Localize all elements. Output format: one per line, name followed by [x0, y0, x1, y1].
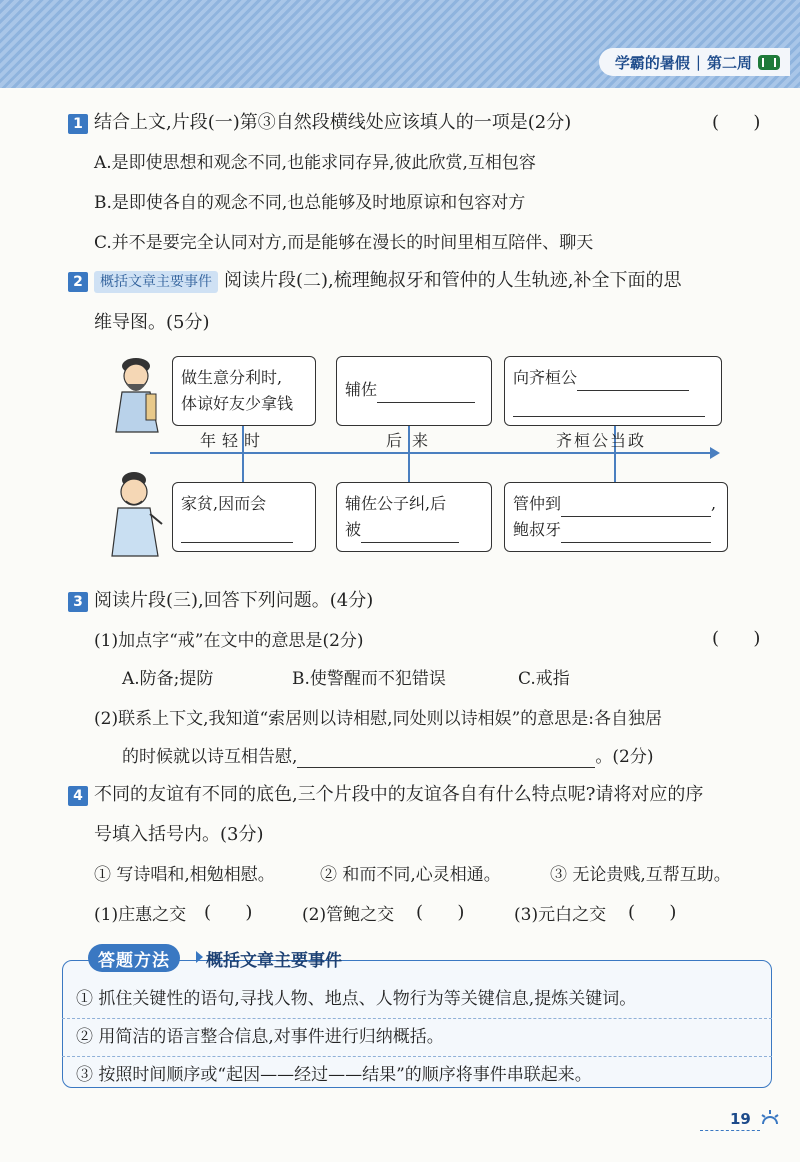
q1-stem: 结合上文,片段(一)第③自然段横线处应该填人的一项是(2分)	[94, 112, 572, 133]
q3-sub2-blank[interactable]	[297, 749, 595, 768]
map-box-bottom-2	[336, 482, 492, 552]
map-box-top-1	[172, 356, 316, 426]
map-box-top-2-blank[interactable]	[377, 384, 475, 403]
q3-stem: 阅读片段(三),回答下列问题。(4分)	[94, 590, 374, 611]
q2-tag: 概括文章主要事件	[94, 271, 218, 293]
timeline-label-later: 后来	[386, 431, 439, 450]
map-box-bottom-2-blank[interactable]	[361, 524, 459, 543]
map-box-top-1-line2: 体谅好友少拿钱	[181, 394, 294, 413]
map-box-top-3	[504, 356, 722, 426]
q4-choice-1: ① 写诗唱和,相勉相慰。	[94, 865, 275, 885]
q1-number: 1	[68, 114, 88, 134]
q4-choice-3: ③ 无论贵贱,互帮互助。	[550, 865, 731, 885]
q3-sub2-line1: (2)联系上下文,我知道“索居则以诗相慰,同处则以诗相娱”的意思是:各自独居	[94, 709, 662, 729]
q3-sub2-text: 的时候就以诗互相告慰,	[122, 747, 298, 767]
map-box-bottom-1-blank[interactable]	[181, 524, 293, 543]
q2-number: 2	[68, 272, 88, 292]
map-box-top-3-blank-2[interactable]	[513, 398, 705, 417]
q4-number: 4	[68, 786, 88, 806]
q2-stem-line1	[94, 270, 682, 293]
map-box-bottom-1-line1: 家贫,因而会	[181, 494, 267, 513]
map-box-bottom-3-line2: 鲍叔牙	[513, 520, 562, 539]
q2-stem-text: 阅读片段(二),梳理鲍叔牙和管仲的人生轨迹,补全下面的思	[224, 270, 682, 291]
method-badge: 答题方法	[88, 944, 180, 972]
q3-sub1-paren[interactable]: ( )	[712, 628, 761, 649]
page-number: 19	[730, 1110, 751, 1128]
timeline-label-young: 年轻时	[200, 431, 267, 450]
q4-fill-1: (1)庄惠之交	[94, 905, 187, 925]
method-item-2: ② 用简洁的语言整合信息,对事件进行归纳概括。	[76, 1027, 444, 1047]
method-item-1: ① 抓住关键性的语句,寻找人物、地点、人物行为等关键信息,提炼关键词。	[76, 989, 637, 1009]
q1-answer-paren[interactable]: ( )	[712, 112, 761, 133]
q4-fill-3: (3)元白之交	[514, 905, 607, 925]
q4-fill-2: (2)管鲍之交	[302, 905, 395, 925]
q3-sub1: (1)加点字“戒”在文中的意思是(2分)	[94, 631, 364, 651]
map-box-bottom-2-line1: 辅佐公子纠,后	[345, 494, 447, 513]
map-box-bottom-3-blank-1[interactable]	[561, 498, 711, 517]
q4-fill-2-paren[interactable]: ( )	[416, 902, 465, 923]
method-divider-2	[62, 1056, 772, 1057]
map-box-top-3-text: 向齐桓公	[513, 368, 578, 387]
guan-zhong-figure-icon	[108, 352, 170, 436]
brand-label: 学霸的暑假	[614, 53, 690, 72]
q4-stem-line2: 号填入括号内。(3分)	[94, 824, 264, 845]
q4-fill-3-paren[interactable]: ( )	[628, 902, 677, 923]
q4-fill-1-paren[interactable]: ( )	[204, 902, 253, 923]
map-box-bottom-3-line1: 管仲到	[513, 494, 562, 513]
method-arrow-icon	[196, 951, 203, 963]
q3-sub2-score: 。(2分)	[595, 747, 654, 767]
map-box-bottom-2-line2: 被	[345, 520, 362, 539]
q3-option-a: A.防备;提防	[122, 669, 214, 689]
q4-choice-2: ② 和而不同,心灵相通。	[320, 865, 501, 885]
map-box-top-3-blank-1[interactable]	[577, 372, 689, 391]
page-number-underline	[700, 1130, 760, 1131]
method-title: 概括文章主要事件	[206, 951, 342, 971]
map-box-bottom-3	[504, 482, 728, 552]
timeline-axis	[150, 452, 712, 454]
q4-stem-line1: 不同的友谊有不同的底色,三个片段中的友谊各自有什么特点呢?请将对应的序	[94, 784, 704, 805]
q1-option-b: B.是即使各自的观念不同,也总能够及时地原谅和包容对方	[94, 193, 526, 213]
map-box-top-2	[336, 356, 492, 426]
week-label: 第二周	[706, 53, 752, 72]
map-box-bottom-3-blank-2[interactable]	[561, 524, 711, 543]
bao-shuya-figure-icon	[104, 468, 168, 560]
timeline-label-duke: 齐桓公当政	[556, 431, 647, 450]
q3-option-c: C.戒指	[518, 669, 570, 689]
method-item-3: ③ 按照时间顺序或“起因——经过——结果”的顺序将事件串联起来。	[76, 1065, 592, 1085]
header-tag	[599, 48, 790, 76]
q2-stem-line2: 维导图。(5分)	[94, 312, 210, 333]
q1-option-c: C.并不是要完全认同对方,而是能够在漫长的时间里相互陪伴、聊天	[94, 233, 594, 253]
q3-option-b: B.使警醒而不犯错误	[292, 669, 446, 689]
q1-option-a: A.是即使思想和观念不同,也能求同存异,彼此欣赏,互相包容	[94, 153, 536, 173]
header-separator: |	[695, 53, 701, 71]
map-box-bottom-3-comma: ,	[711, 494, 717, 513]
q3-sub2-line2	[122, 746, 654, 768]
method-divider-1	[62, 1018, 772, 1019]
q3-number: 3	[68, 592, 88, 612]
sun-icon	[758, 1106, 782, 1130]
map-box-bottom-1	[172, 482, 316, 552]
map-box-top-1-line1: 做生意分利时,	[181, 368, 283, 387]
book-icon	[758, 55, 780, 70]
map-box-top-2-text: 辅佐	[345, 380, 378, 399]
